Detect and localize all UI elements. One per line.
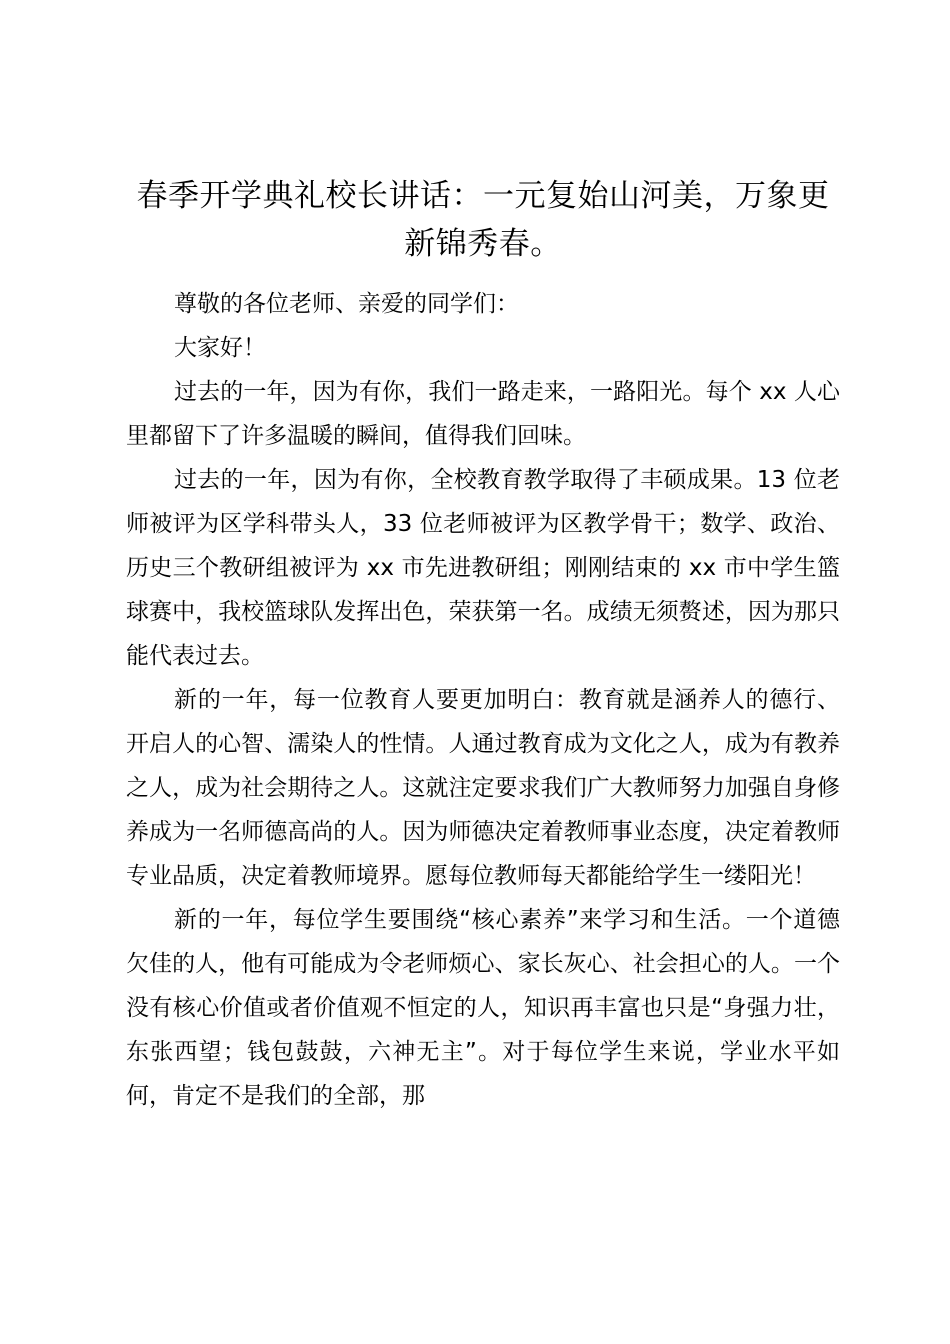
paragraph-past-year-1: 过去的一年，因为有你，我们一路走来，一路阳光。每个 xx 人心里都留下了许多温暖的瞬间，值得我们回味。 — [126, 379, 840, 449]
paragraph-salutation: 尊敬的各位老师、亲爱的同学们： — [174, 291, 519, 317]
paragraph-greeting: 大家好！ — [174, 335, 266, 361]
document-title: 春季开学典礼校长讲话：一元复始山河美，万象更新锦秀春。 — [136, 178, 830, 262]
paragraph-new-year-teachers: 新的一年，每一位教育人要更加明白：教育就是涵养人的德行、开启人的心智、濡染人的性情。人通过教育成为文化之人，成为有教养之人，成为社会期待之人。这就注定要求我们广大教师努力加强自身修养成为一名师德高尚的人。因为师德决定着教师事业态度，决定着教师专业品质，决定着教师境界。愿每位教师每天都能给学生一缕阳光！ — [126, 687, 840, 889]
paragraph-new-year-students: 新的一年，每位学生要围绕“核心素养”来学习和生活。一个道德欠佳的人，他有可能成为令老师烦心、家长灰心、社会担心的人。一个没有核心价值或者价值观不恒定的人，知识再丰富也只是“身强力壮，东张西望；钱包鼓鼓，六神无主”。对于每位学生来说，学业水平如何，肯定不是我们的全部，那 — [126, 907, 840, 1109]
document-page — [126, 172, 840, 1118]
paragraph-past-year-2: 过去的一年，因为有你，全校教育教学取得了丰硕成果。13 位老师被评为区学科带头人，33 位老师被评为区教学骨干；数学、政治、历史三个教研组被评为 xx 市先进教研组；刚刚结束的 xx 市中学生篮球赛中，我校篮球队发挥出色，荣获第一名。成绩无须赘述，因为那只能代表过去。 — [126, 467, 840, 669]
